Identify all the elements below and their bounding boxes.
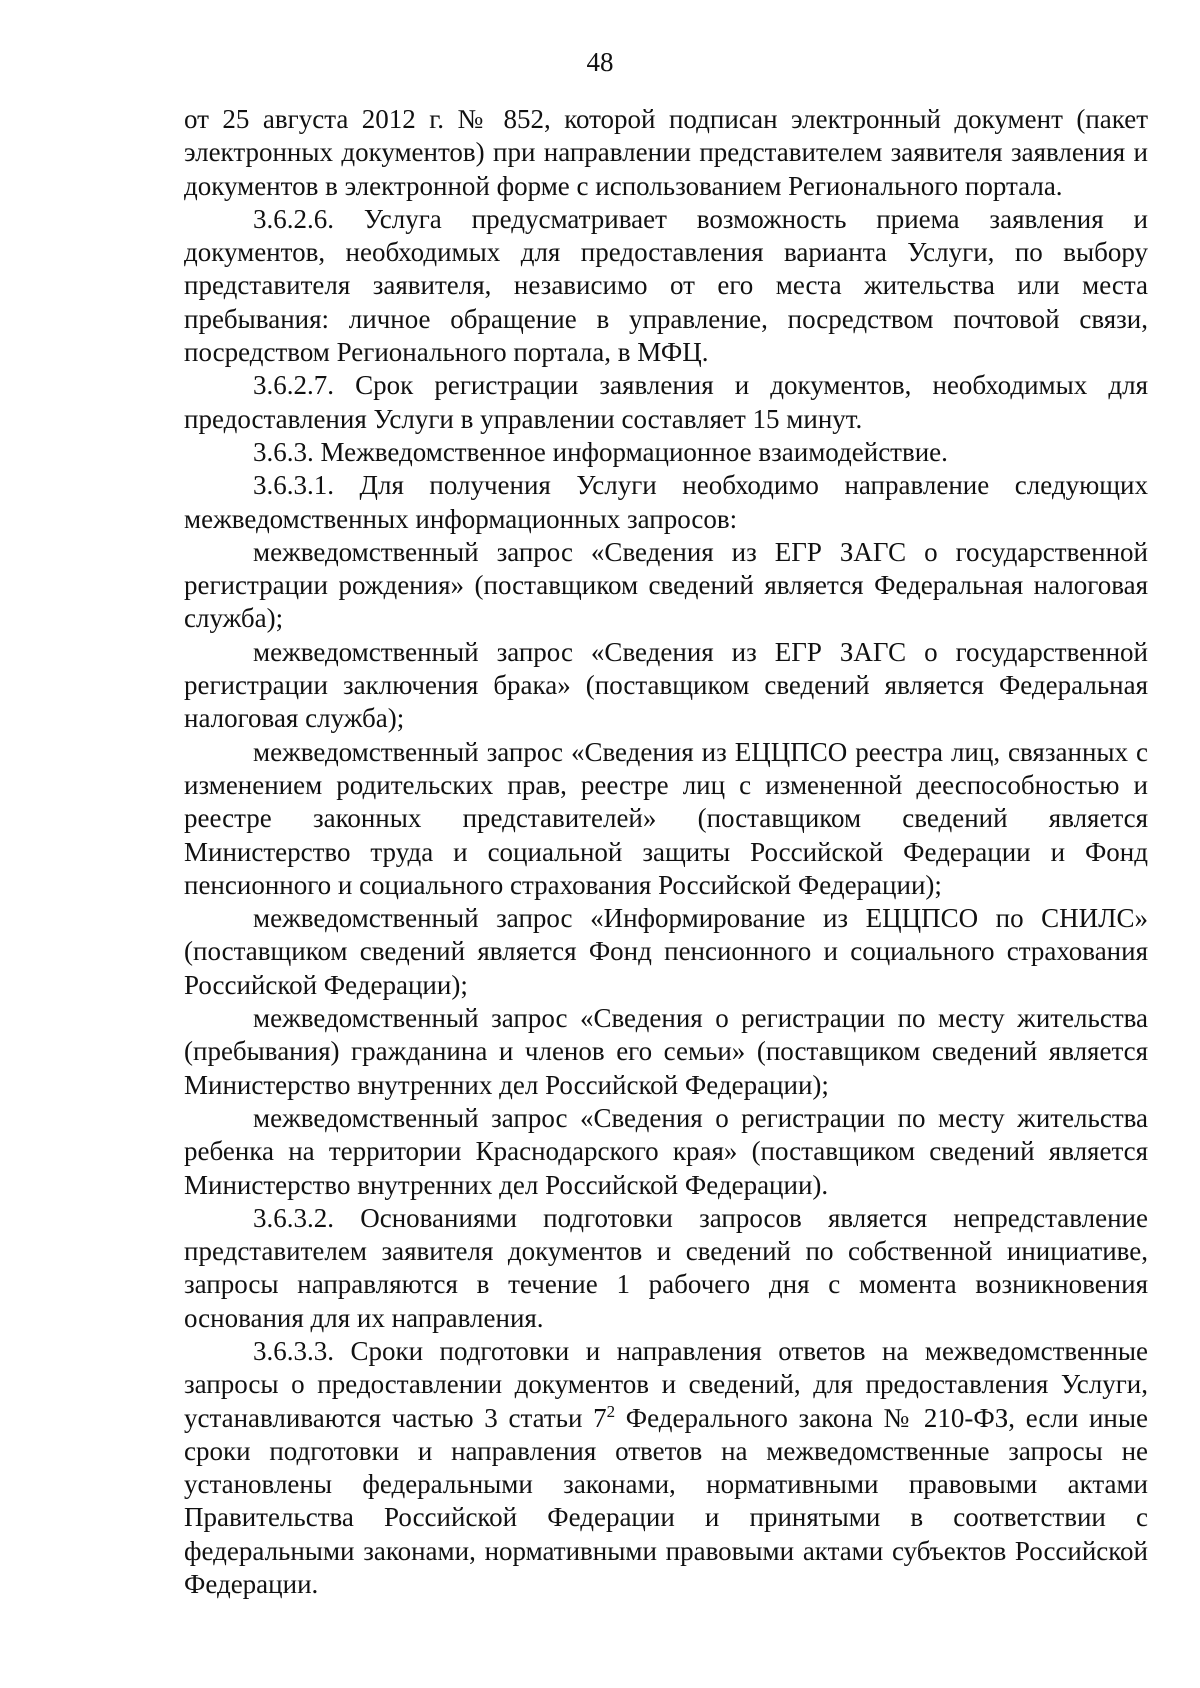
request-item-snils-info: межведомственный запрос «Информирование из ЕЦЦПСО по СНИЛС» (поставщиком сведений является Фонд пенсионного и социального страхования Российской Федерации); (184, 903, 1148, 1000)
superscript-article-number: 2 (606, 1401, 616, 1421)
paragraph-3-6-3: 3.6.3. Межведомственное информационное взаимодействие. (253, 436, 948, 467)
request-item-birth-registration: межведомственный запрос «Сведения из ЕГР ЗАГС о государственной регистрации рождения» (поставщиком сведений является Федеральная налоговая служба); (184, 536, 1148, 634)
request-item-parental-rights-registry: межведомственный запрос «Сведения из ЕЦЦПСО реестра лиц, связанных с изменением родительских прав, реестре лиц с измененной дееспособностью и реестре законных представителей» (поставщиком сведений является Министерство труда и социальной защиты Российской Федерации и Фонд пенсионного и социального страхования Российской Федерации); (184, 736, 1148, 900)
request-item-family-residence: межведомственный запрос «Сведения о регистрации по месту жительства (пребывания) гражданина и членов его семьи» (поставщиком сведений является Министерство внутренних дел Российской Федерации); (184, 1003, 1148, 1100)
paragraph-3-6-3-3 (184, 1335, 1148, 1601)
paragraph-3-6-3-1: 3.6.3.1. Для получения Услуги необходимо направление следующих межведомственных информационных запросов: (184, 470, 1148, 534)
document-body (184, 103, 1148, 1601)
request-item-marriage-registration: межведомственный запрос «Сведения из ЕГР ЗАГС о государственной регистрации заключения брака» (поставщиком сведений является Федеральная налоговая служба); (184, 636, 1148, 734)
paragraph-3-6-3-2: 3.6.3.2. Основаниями подготовки запросов является непредставление представителем заявителя документов и сведений по собственной инициативе, запросы направляются в течение 1 рабочего дня с момента возникновения основания для их направления. (184, 1202, 1148, 1333)
page-number: 48 (586, 47, 614, 77)
request-item-child-residence: межведомственный запрос «Сведения о регистрации по месту жительства ребенка на территории Краснодарского края» (поставщиком сведений является Министерство внутренних дел Российской Федерации). (184, 1102, 1148, 1200)
paragraph-3-6-3-3-text-start: 3.6.3.3. Сроки подготовки и направления ответов на межведомственные запросы о предоставлении документов и сведений, для предоставления Услуги, устанавливаются частью 3 статьи 7 (184, 1335, 1148, 1433)
paragraph-3-6-2-7: 3.6.2.7. Срок регистрации заявления и документов, необходимых для предоставления Услуги в управлении составляет 15 минут. (184, 370, 1148, 434)
paragraph-continuation: от 25 августа 2012 г. № 852, которой подписан электронный документ (пакет электронных документов) при направлении представителем заявителя заявления и документов в электронной форме с использованием Регионального портала. (184, 104, 1148, 201)
paragraph-3-6-2-6: 3.6.2.6. Услуга предусматривает возможность приема заявления и документов, необходимых для предоставления варианта Услуги, по выбору представителя заявителя, независимо от его места жительства или места пребывания: личное обращение в управление, посредством почтовой связи, посредством Регионального портала, в МФЦ. (184, 203, 1148, 368)
paragraph-3-6-3-3-text-end: Федерального закона № 210-ФЗ, если иные сроки подготовки и направления ответов на межведомственные запросы не установлены федеральными законами, нормативными правовыми актами Правительства Российской Федерации и принятыми в соответствии с федеральными законами, нормативными правовыми актами субъектов Российской Федерации. (184, 1402, 1148, 1600)
